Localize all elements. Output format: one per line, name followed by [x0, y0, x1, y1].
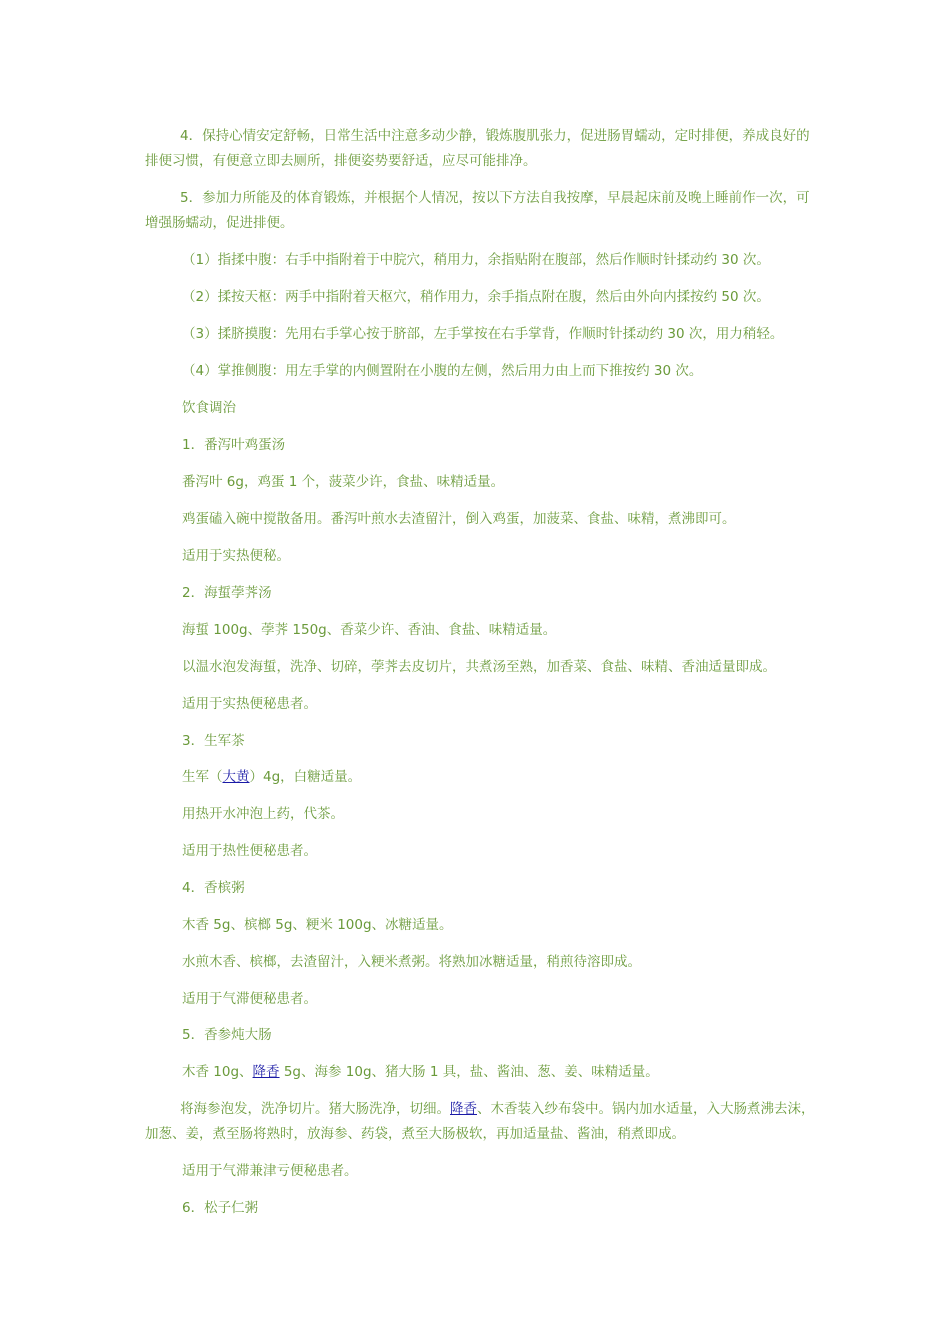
paragraph-massage-3: （3）揉脐摸腹：先用右手掌心按于脐部，左手掌按在右手掌背，作顺时针揉动约 30 次，用力稍轻。: [182, 326, 784, 342]
recipe-title-3: 3．生军茶: [182, 733, 245, 749]
recipe-ingredients-5: [145, 1060, 852, 1085]
recipe-usage-1: 适用于实热便秘。: [182, 548, 290, 564]
link-jiangxiang[interactable]: 降香: [252, 1064, 280, 1080]
recipe-title-2: 2．海蜇荸荠汤: [182, 585, 272, 601]
recipe-ingredients-4: 木香 5g、槟榔 5g、粳米 100g、冰糖适量。: [182, 917, 453, 933]
recipe-method-3: 用热开水冲泡上药，代茶。: [182, 806, 344, 822]
recipe-title-1: 1．番泻叶鸡蛋汤: [182, 437, 286, 453]
recipe-method-1: 鸡蛋磕入碗中搅散备用。番泻叶煎水去渣留汁，倒入鸡蛋，加菠菜、食盐、味精，煮沸即可。: [182, 511, 736, 527]
text-segment: 5g、海参 10g、猪大肠 1 具，盐、酱油、葱、姜、味精适量。: [279, 1064, 659, 1080]
recipe-usage-3: 适用于热性便秘患者。: [182, 843, 317, 859]
text-segment: 生军（: [182, 769, 223, 785]
recipe-usage-5: 适用于气滞兼津亏便秘患者。: [182, 1163, 358, 1179]
paragraph-massage-1: （1）指揉中腹：右手中指附着于中脘穴，稍用力，余指贴附在腹部，然后作顺时针揉动约 30 次。: [182, 252, 770, 268]
recipe-usage-4: 适用于气滞便秘患者。: [182, 991, 317, 1007]
recipe-title-5: 5．香参炖大肠: [182, 1027, 272, 1043]
paragraph-massage-4: （4）掌推侧腹：用左手掌的内侧置附在小腹的左侧，然后用力由上而下推按约 30 次。: [182, 363, 703, 379]
text-segment: 木香 10g、: [182, 1064, 253, 1080]
text-segment: 将海参泡发，洗净切片。猪大肠洗净，切细。: [180, 1101, 450, 1117]
link-dahuang[interactable]: 大黄: [222, 769, 250, 785]
text-segment: 、木香装入纱布袋中。锅内加水适量，入大肠煮沸去沫，加葱、姜，煮至肠将熟时，放海参、药袋，煮至大肠极软，再加适量盐、酱油，稍煮即成。: [145, 1101, 815, 1142]
recipe-usage-2: 适用于实热便秘患者。: [182, 696, 317, 712]
recipe-ingredients-3: [145, 765, 852, 790]
recipe-method-2: 以温水泡发海蜇，洗净、切碎，荸荠去皮切片，共煮汤至熟，加香菜、食盐、味精、香油适量即成。: [182, 659, 776, 675]
recipe-title-6: 6．松子仁粥: [182, 1200, 259, 1216]
paragraph-massage-2: （2）揉按天枢：两手中指附着天枢穴，稍作用力，余手指点附在腹，然后由外向内揉按约 50 次。: [182, 289, 770, 305]
recipe-title-4: 4．香槟粥: [182, 880, 245, 896]
paragraph-keep-calm: 4．保持心情安定舒畅，日常生活中注意多动少静，锻炼腹肌张力，促进肠胃蠕动，定时排便，养成良好的排便习惯，有便意立即去厕所，排便姿势要舒适，应尽可能排净。: [145, 128, 810, 169]
paragraph-exercise: 5．参加力所能及的体育锻炼，并根据个人情况，按以下方法自我按摩，早晨起床前及晚上睡前作一次，可增强肠蠕动，促进排便。: [145, 190, 810, 231]
recipe-method-5: [145, 1097, 815, 1147]
link-jiangxiang-2[interactable]: 降香: [450, 1101, 477, 1117]
recipe-method-4: 水煎木香、槟榔，去渣留汁，入粳米煮粥。将熟加冰糖适量，稍煎待溶即成。: [182, 954, 641, 970]
text-segment: ）4g，白糖适量。: [249, 769, 362, 785]
section-heading-diet: 饮食调治: [182, 400, 236, 416]
recipe-ingredients-2: 海蜇 100g、荸荠 150g、香菜少许、香油、食盐、味精适量。: [182, 622, 557, 638]
recipe-ingredients-1: 番泻叶 6g，鸡蛋 1 个，菠菜少许，食盐、味精适量。: [182, 474, 505, 490]
